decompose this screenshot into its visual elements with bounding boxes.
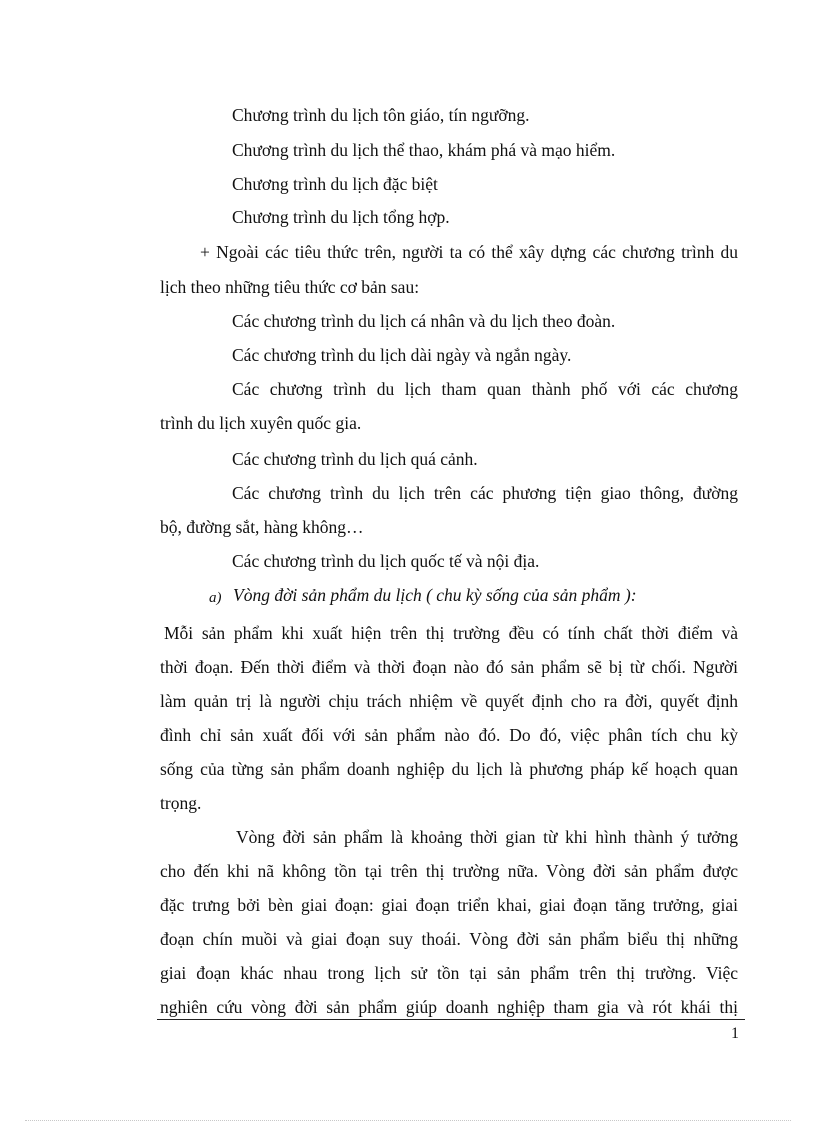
paragraph-1-line: trọng.: [160, 793, 202, 813]
section-heading-marker: a): [209, 590, 222, 606]
list-item-sport-tour: Chương trình du lịch thể thao, khám phá và mạo hiểm.: [232, 140, 616, 160]
paragraph-1-line: Mỗi sản phẩm khi xuất hiện trên thị trường đều có tính chất thời điểm và: [164, 623, 738, 643]
paragraph-2-line: giai đoạn khác nhau trong lịch sử tồn tại sản phẩm trên thị trường. Việc: [160, 963, 738, 983]
footer-rule: [157, 1019, 745, 1020]
page-bottom-dotted-border: [25, 1120, 791, 1121]
criteria-city-line-1: Các chương trình du lịch tham quan thành phố với các chương: [232, 379, 738, 399]
criteria-individual-group: Các chương trình du lịch cá nhân và du lịch theo đoàn.: [232, 311, 616, 331]
criteria-transport-line-1: Các chương trình du lịch trên các phương tiện giao thông, đường: [232, 483, 738, 503]
list-item-general-tour: Chương trình du lịch tổng hợp.: [232, 207, 450, 227]
paragraph-2-line: cho đến khi nã không tồn tại trên thị trường nữa. Vòng đời sản phẩm được: [160, 861, 738, 881]
paragraph-2-line: đoạn chín muồi và giai đoạn suy thoái. Vòng đời sản phẩm biểu thị những: [160, 929, 738, 949]
criteria-city-line-2: trình du lịch xuyên quốc gia.: [160, 413, 362, 433]
list-item-religious-tour: Chương trình du lịch tôn giáo, tín ngưỡng.: [232, 105, 530, 125]
criteria-international-domestic: Các chương trình du lịch quốc tế và nội địa.: [232, 551, 540, 571]
paragraph-1-line: thời đoạn. Đến thời điểm và thời đoạn nào đó sản phẩm sẽ bị từ chối. Người: [160, 657, 738, 677]
criteria-long-short: Các chương trình du lịch dài ngày và ngắn ngày.: [232, 345, 572, 365]
paragraph-2-line: đặc trưng bởi bèn giai đoạn: giai đoạn triển khai, giai đoạn tăng trưởng, giai: [160, 895, 738, 915]
list-item-special-tour: Chương trình du lịch đặc biệt: [232, 174, 438, 194]
criteria-transport-line-2: bộ, đường sắt, hàng không…: [160, 517, 364, 537]
other-criteria-line-2: lịch theo những tiêu thức cơ bản sau:: [160, 277, 420, 297]
criteria-transit: Các chương trình du lịch quá cảnh.: [232, 449, 478, 469]
other-criteria-line-1: + Ngoài các tiêu thức trên, người ta có thể xây dựng các chương trình du: [200, 242, 738, 262]
paragraph-1-line: đình chỉ sản xuất đối với sản phẩm nào đó. Do đó, việc phân tích chu kỳ: [160, 725, 738, 745]
page-number: 1: [731, 1025, 739, 1042]
section-heading-product-lifecycle: Vòng đời sản phẩm du lịch ( chu kỳ sống của sản phẩm ):: [233, 585, 637, 605]
paragraph-1-line: sống của từng sản phẩm doanh nghiệp du lịch là phương pháp kế hoạch quan: [160, 759, 738, 779]
paragraph-1-line: làm quản trị là người chịu trách nhiệm về quyết định cho ra đời, quyết định: [160, 691, 738, 711]
paragraph-2-line: Vòng đời sản phẩm là khoảng thời gian từ khi hình thành ý tưởng: [236, 827, 738, 847]
paragraph-2-line: nghiên cứu vòng đời sản phẩm giúp doanh nghiệp tham gia và rót khái thị: [160, 997, 738, 1017]
